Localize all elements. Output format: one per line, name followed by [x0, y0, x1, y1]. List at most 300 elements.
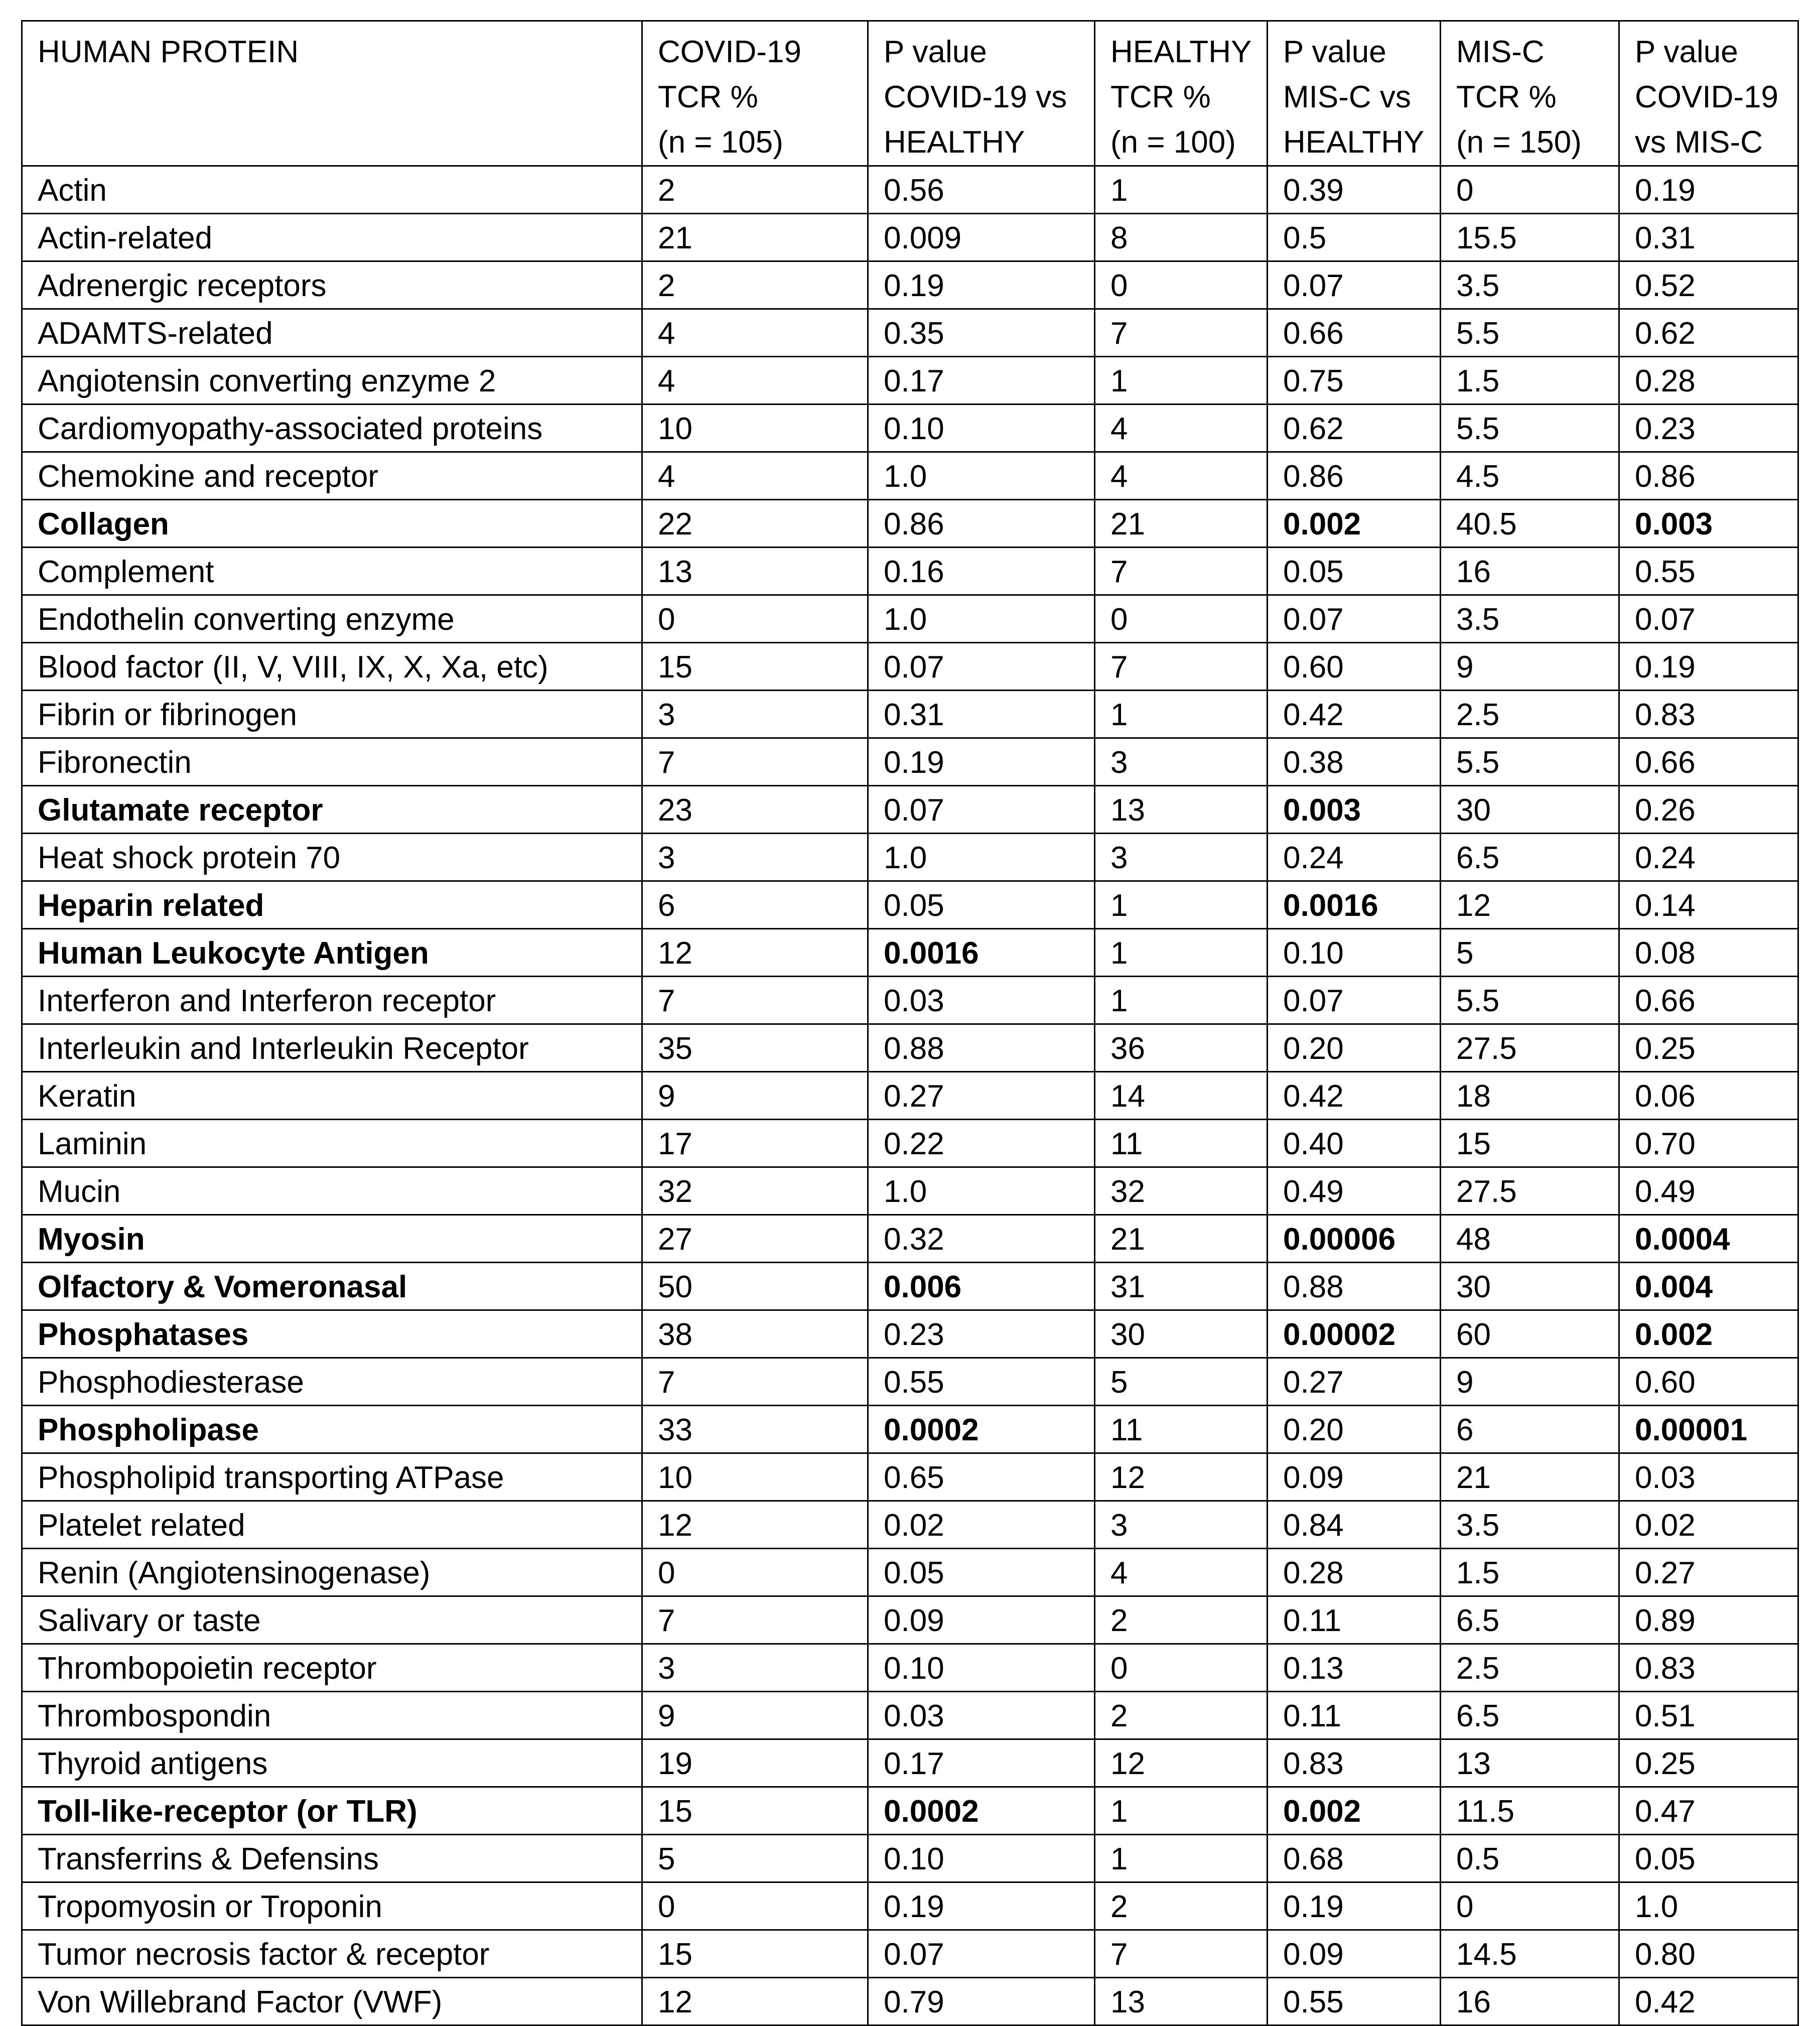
- protein-cell: Heat shock protein 70: [22, 834, 642, 881]
- header-p-misc-vs-healthy: [1268, 21, 1441, 166]
- misc-tcr-cell: 5.5: [1441, 738, 1619, 786]
- healthy-tcr-cell: 30: [1095, 1310, 1268, 1358]
- p-covid-vs-healthy-cell: 0.17: [868, 1739, 1095, 1787]
- protein-cell: Myosin: [22, 1215, 642, 1263]
- table-row: [22, 1453, 1798, 1501]
- p-covid-vs-misc-cell: 0.66: [1619, 738, 1798, 786]
- covid-tcr-cell: 50: [642, 1263, 868, 1310]
- p-misc-vs-healthy-cell: 0.38: [1268, 738, 1441, 786]
- misc-tcr-cell: 3.5: [1441, 261, 1619, 309]
- table-row: [22, 1501, 1798, 1549]
- p-covid-vs-healthy-cell: 0.009: [868, 214, 1095, 261]
- p-covid-vs-misc-cell: 0.08: [1619, 929, 1798, 977]
- covid-tcr-cell: 4: [642, 452, 868, 500]
- p-covid-vs-healthy-cell: 0.10: [868, 1835, 1095, 1882]
- p-misc-vs-healthy-cell: 0.07: [1268, 977, 1441, 1024]
- misc-tcr-cell: 2.5: [1441, 691, 1619, 738]
- covid-tcr-cell: 12: [642, 929, 868, 977]
- header-line: COVID-19 vs: [884, 80, 1067, 114]
- p-covid-vs-healthy-cell: 0.19: [868, 261, 1095, 309]
- protein-cell: Phospholipid transporting ATPase: [22, 1453, 642, 1501]
- header-line: P value: [1635, 35, 1738, 69]
- protein-cell: Olfactory & Vomeronasal: [22, 1263, 642, 1310]
- protein-cell: Cardiomyopathy-associated proteins: [22, 404, 642, 452]
- table-row: [22, 1406, 1798, 1453]
- table-row: [22, 1120, 1798, 1167]
- covid-tcr-cell: 5: [642, 1835, 868, 1882]
- p-misc-vs-healthy-cell: 0.003: [1268, 786, 1441, 834]
- misc-tcr-cell: 27.5: [1441, 1024, 1619, 1072]
- table-row: [22, 166, 1798, 214]
- misc-tcr-cell: 27.5: [1441, 1167, 1619, 1215]
- covid-tcr-cell: 23: [642, 786, 868, 834]
- protein-cell: Human Leukocyte Antigen: [22, 929, 642, 977]
- p-misc-vs-healthy-cell: 0.49: [1268, 1167, 1441, 1215]
- covid-tcr-cell: 7: [642, 977, 868, 1024]
- protein-cell: ADAMTS-related: [22, 309, 642, 357]
- p-covid-vs-healthy-cell: 0.19: [868, 738, 1095, 786]
- p-covid-vs-healthy-cell: 0.31: [868, 691, 1095, 738]
- misc-tcr-cell: 3.5: [1441, 595, 1619, 643]
- table-row: [22, 1882, 1798, 1930]
- p-covid-vs-misc-cell: 0.0004: [1619, 1215, 1798, 1263]
- p-covid-vs-misc-cell: 0.06: [1619, 1072, 1798, 1120]
- p-covid-vs-misc-cell: 0.00001: [1619, 1406, 1798, 1453]
- misc-tcr-cell: 13: [1441, 1739, 1619, 1787]
- table-row: [22, 1167, 1798, 1215]
- table-row: [22, 1692, 1798, 1739]
- table-row: [22, 786, 1798, 834]
- healthy-tcr-cell: 7: [1095, 1930, 1268, 1978]
- p-misc-vs-healthy-cell: 0.20: [1268, 1406, 1441, 1453]
- protein-cell: Renin (Angiotensinogenase): [22, 1549, 642, 1596]
- p-covid-vs-misc-cell: 0.23: [1619, 404, 1798, 452]
- p-covid-vs-misc-cell: 0.83: [1619, 1644, 1798, 1692]
- misc-tcr-cell: 6: [1441, 1406, 1619, 1453]
- p-misc-vs-healthy-cell: 0.09: [1268, 1930, 1441, 1978]
- protein-cell: Collagen: [22, 500, 642, 548]
- header-misc-tcr: [1441, 21, 1619, 166]
- p-misc-vs-healthy-cell: 0.84: [1268, 1501, 1441, 1549]
- p-misc-vs-healthy-cell: 0.42: [1268, 691, 1441, 738]
- header-line: vs MIS-C: [1635, 125, 1763, 160]
- protein-cell: Actin: [22, 166, 642, 214]
- table-row: [22, 214, 1798, 261]
- misc-tcr-cell: 11.5: [1441, 1787, 1619, 1835]
- healthy-tcr-cell: 4: [1095, 404, 1268, 452]
- p-misc-vs-healthy-cell: 0.88: [1268, 1263, 1441, 1310]
- p-misc-vs-healthy-cell: 0.0016: [1268, 881, 1441, 929]
- p-misc-vs-healthy-cell: 0.75: [1268, 357, 1441, 404]
- covid-tcr-cell: 0: [642, 595, 868, 643]
- misc-tcr-cell: 6.5: [1441, 1596, 1619, 1644]
- header-covid-tcr: [642, 21, 868, 166]
- covid-tcr-cell: 15: [642, 643, 868, 691]
- protein-cell: Chemokine and receptor: [22, 452, 642, 500]
- p-covid-vs-misc-cell: 0.89: [1619, 1596, 1798, 1644]
- covid-tcr-cell: 15: [642, 1787, 868, 1835]
- p-misc-vs-healthy-cell: 0.13: [1268, 1644, 1441, 1692]
- covid-tcr-cell: 3: [642, 1644, 868, 1692]
- healthy-tcr-cell: 7: [1095, 643, 1268, 691]
- header-row: [22, 21, 1798, 166]
- misc-tcr-cell: 12: [1441, 881, 1619, 929]
- misc-tcr-cell: 1.5: [1441, 1549, 1619, 1596]
- header-line: HEALTHY: [1283, 125, 1425, 160]
- misc-tcr-cell: 15: [1441, 1120, 1619, 1167]
- table-row: [22, 1835, 1798, 1882]
- p-covid-vs-healthy-cell: 0.55: [868, 1358, 1095, 1406]
- p-covid-vs-healthy-cell: 0.19: [868, 1882, 1095, 1930]
- table-body: [22, 166, 1798, 2025]
- header-line: COVID-19: [658, 35, 801, 69]
- healthy-tcr-cell: 11: [1095, 1406, 1268, 1453]
- p-misc-vs-healthy-cell: 0.42: [1268, 1072, 1441, 1120]
- protein-cell: Fibrin or fibrinogen: [22, 691, 642, 738]
- healthy-tcr-cell: 3: [1095, 1501, 1268, 1549]
- p-misc-vs-healthy-cell: 0.07: [1268, 261, 1441, 309]
- healthy-tcr-cell: 11: [1095, 1120, 1268, 1167]
- table-row: [22, 738, 1798, 786]
- healthy-tcr-cell: 21: [1095, 500, 1268, 548]
- p-covid-vs-misc-cell: 0.24: [1619, 834, 1798, 881]
- p-covid-vs-misc-cell: 0.49: [1619, 1167, 1798, 1215]
- p-covid-vs-healthy-cell: 0.0002: [868, 1787, 1095, 1835]
- p-misc-vs-healthy-cell: 0.11: [1268, 1692, 1441, 1739]
- table-row: [22, 1978, 1798, 2025]
- covid-tcr-cell: 3: [642, 834, 868, 881]
- protein-cell: Salivary or taste: [22, 1596, 642, 1644]
- p-covid-vs-healthy-cell: 1.0: [868, 1167, 1095, 1215]
- p-covid-vs-misc-cell: 0.28: [1619, 357, 1798, 404]
- covid-tcr-cell: 32: [642, 1167, 868, 1215]
- misc-tcr-cell: 18: [1441, 1072, 1619, 1120]
- table-row: [22, 1263, 1798, 1310]
- p-misc-vs-healthy-cell: 0.002: [1268, 1787, 1441, 1835]
- healthy-tcr-cell: 32: [1095, 1167, 1268, 1215]
- header-line: TCR %: [1456, 80, 1557, 114]
- header-line: TCR %: [658, 80, 758, 114]
- table-row: [22, 309, 1798, 357]
- covid-tcr-cell: 27: [642, 1215, 868, 1263]
- misc-tcr-cell: 0: [1441, 166, 1619, 214]
- p-covid-vs-misc-cell: 0.31: [1619, 214, 1798, 261]
- healthy-tcr-cell: 3: [1095, 834, 1268, 881]
- healthy-tcr-cell: 1: [1095, 1787, 1268, 1835]
- table-row: [22, 452, 1798, 500]
- covid-tcr-cell: 22: [642, 500, 868, 548]
- protein-cell: Thrombopoietin receptor: [22, 1644, 642, 1692]
- misc-tcr-cell: 16: [1441, 1978, 1619, 2025]
- p-covid-vs-healthy-cell: 0.07: [868, 1930, 1095, 1978]
- header-line: (n = 100): [1110, 125, 1236, 160]
- header-line: TCR %: [1110, 80, 1211, 114]
- p-covid-vs-healthy-cell: 0.10: [868, 1644, 1095, 1692]
- p-misc-vs-healthy-cell: 0.09: [1268, 1453, 1441, 1501]
- p-covid-vs-healthy-cell: 1.0: [868, 452, 1095, 500]
- p-covid-vs-healthy-cell: 0.86: [868, 500, 1095, 548]
- misc-tcr-cell: 9: [1441, 1358, 1619, 1406]
- p-misc-vs-healthy-cell: 0.00002: [1268, 1310, 1441, 1358]
- covid-tcr-cell: 9: [642, 1692, 868, 1739]
- misc-tcr-cell: 48: [1441, 1215, 1619, 1263]
- p-covid-vs-misc-cell: 0.62: [1619, 309, 1798, 357]
- healthy-tcr-cell: 3: [1095, 738, 1268, 786]
- p-covid-vs-healthy-cell: 0.65: [868, 1453, 1095, 1501]
- table-row: [22, 404, 1798, 452]
- p-misc-vs-healthy-cell: 0.60: [1268, 643, 1441, 691]
- p-covid-vs-misc-cell: 0.80: [1619, 1930, 1798, 1978]
- p-misc-vs-healthy-cell: 0.28: [1268, 1549, 1441, 1596]
- covid-tcr-cell: 12: [642, 1501, 868, 1549]
- protein-cell: Mucin: [22, 1167, 642, 1215]
- covid-tcr-cell: 6: [642, 881, 868, 929]
- p-misc-vs-healthy-cell: 0.00006: [1268, 1215, 1441, 1263]
- misc-tcr-cell: 0.5: [1441, 1835, 1619, 1882]
- p-covid-vs-healthy-cell: 0.23: [868, 1310, 1095, 1358]
- protein-cell: Toll-like-receptor (or TLR): [22, 1787, 642, 1835]
- covid-tcr-cell: 12: [642, 1978, 868, 2025]
- header-healthy-tcr: [1095, 21, 1268, 166]
- p-covid-vs-misc-cell: 0.42: [1619, 1978, 1798, 2025]
- misc-tcr-cell: 60: [1441, 1310, 1619, 1358]
- table-row: [22, 1787, 1798, 1835]
- covid-tcr-cell: 7: [642, 1596, 868, 1644]
- misc-tcr-cell: 6.5: [1441, 1692, 1619, 1739]
- misc-tcr-cell: 30: [1441, 1263, 1619, 1310]
- covid-tcr-cell: 7: [642, 738, 868, 786]
- healthy-tcr-cell: 0: [1095, 595, 1268, 643]
- healthy-tcr-cell: 12: [1095, 1739, 1268, 1787]
- healthy-tcr-cell: 1: [1095, 881, 1268, 929]
- table-row: [22, 500, 1798, 548]
- p-covid-vs-healthy-cell: 0.88: [868, 1024, 1095, 1072]
- healthy-tcr-cell: 13: [1095, 786, 1268, 834]
- p-covid-vs-misc-cell: 0.86: [1619, 452, 1798, 500]
- table-row: [22, 357, 1798, 404]
- p-covid-vs-healthy-cell: 0.03: [868, 1692, 1095, 1739]
- covid-tcr-cell: 19: [642, 1739, 868, 1787]
- covid-tcr-cell: 0: [642, 1549, 868, 1596]
- covid-tcr-cell: 35: [642, 1024, 868, 1072]
- misc-tcr-cell: 40.5: [1441, 500, 1619, 548]
- covid-tcr-cell: 13: [642, 548, 868, 595]
- covid-tcr-cell: 0: [642, 1882, 868, 1930]
- p-covid-vs-misc-cell: 0.004: [1619, 1263, 1798, 1310]
- p-covid-vs-misc-cell: 0.03: [1619, 1453, 1798, 1501]
- protein-cell: Heparin related: [22, 881, 642, 929]
- covid-tcr-cell: 10: [642, 404, 868, 452]
- covid-tcr-cell: 2: [642, 166, 868, 214]
- p-covid-vs-healthy-cell: 0.22: [868, 1120, 1095, 1167]
- misc-tcr-cell: 15.5: [1441, 214, 1619, 261]
- protein-cell: Fibronectin: [22, 738, 642, 786]
- p-covid-vs-misc-cell: 0.55: [1619, 548, 1798, 595]
- healthy-tcr-cell: 14: [1095, 1072, 1268, 1120]
- covid-tcr-cell: 9: [642, 1072, 868, 1120]
- header-line: HUMAN PROTEIN: [38, 35, 299, 69]
- misc-tcr-cell: 3.5: [1441, 1501, 1619, 1549]
- misc-tcr-cell: 4.5: [1441, 452, 1619, 500]
- misc-tcr-cell: 2.5: [1441, 1644, 1619, 1692]
- header-line: P value: [884, 35, 987, 69]
- protein-cell: Actin-related: [22, 214, 642, 261]
- table-row: [22, 1549, 1798, 1596]
- covid-tcr-cell: 17: [642, 1120, 868, 1167]
- header-line: (n = 150): [1456, 125, 1582, 160]
- table-row: [22, 929, 1798, 977]
- header-line: MIS-C vs: [1283, 80, 1411, 114]
- protein-cell: Adrenergic receptors: [22, 261, 642, 309]
- misc-tcr-cell: 5: [1441, 929, 1619, 977]
- table-row: [22, 643, 1798, 691]
- p-covid-vs-healthy-cell: 0.27: [868, 1072, 1095, 1120]
- p-covid-vs-healthy-cell: 1.0: [868, 595, 1095, 643]
- p-covid-vs-healthy-cell: 0.56: [868, 166, 1095, 214]
- healthy-tcr-cell: 1: [1095, 1835, 1268, 1882]
- p-misc-vs-healthy-cell: 0.05: [1268, 548, 1441, 595]
- misc-tcr-cell: 6.5: [1441, 834, 1619, 881]
- table-row: [22, 1930, 1798, 1978]
- p-covid-vs-misc-cell: 0.27: [1619, 1549, 1798, 1596]
- header-line: HEALTHY: [1110, 35, 1252, 69]
- p-covid-vs-misc-cell: 0.19: [1619, 166, 1798, 214]
- misc-tcr-cell: 21: [1441, 1453, 1619, 1501]
- protein-cell: Interleukin and Interleukin Receptor: [22, 1024, 642, 1072]
- healthy-tcr-cell: 4: [1095, 452, 1268, 500]
- misc-tcr-cell: 0: [1441, 1882, 1619, 1930]
- table-row: [22, 691, 1798, 738]
- table-row: [22, 834, 1798, 881]
- p-misc-vs-healthy-cell: 0.62: [1268, 404, 1441, 452]
- protein-cell: Interferon and Interferon receptor: [22, 977, 642, 1024]
- header-line: COVID-19: [1635, 80, 1778, 114]
- p-covid-vs-healthy-cell: 0.79: [868, 1978, 1095, 2025]
- healthy-tcr-cell: 4: [1095, 1549, 1268, 1596]
- table-row: [22, 548, 1798, 595]
- table-row: [22, 261, 1798, 309]
- table-row: [22, 1739, 1798, 1787]
- p-misc-vs-healthy-cell: 0.5: [1268, 214, 1441, 261]
- healthy-tcr-cell: 7: [1095, 309, 1268, 357]
- header-line: MIS-C: [1456, 35, 1545, 69]
- p-covid-vs-healthy-cell: 0.16: [868, 548, 1095, 595]
- p-misc-vs-healthy-cell: 0.83: [1268, 1739, 1441, 1787]
- healthy-tcr-cell: 21: [1095, 1215, 1268, 1263]
- header-human-protein: [22, 21, 642, 166]
- protein-cell: Phosphodiesterase: [22, 1358, 642, 1406]
- p-covid-vs-misc-cell: 0.14: [1619, 881, 1798, 929]
- healthy-tcr-cell: 1: [1095, 977, 1268, 1024]
- p-covid-vs-healthy-cell: 0.32: [868, 1215, 1095, 1263]
- p-misc-vs-healthy-cell: 0.002: [1268, 500, 1441, 548]
- p-covid-vs-misc-cell: 0.19: [1619, 643, 1798, 691]
- p-misc-vs-healthy-cell: 0.68: [1268, 1835, 1441, 1882]
- p-misc-vs-healthy-cell: 0.24: [1268, 834, 1441, 881]
- header-p-covid-vs-healthy: [868, 21, 1095, 166]
- header-line: (n = 105): [658, 125, 783, 160]
- misc-tcr-cell: 5.5: [1441, 309, 1619, 357]
- protein-cell: Laminin: [22, 1120, 642, 1167]
- p-covid-vs-misc-cell: 0.83: [1619, 691, 1798, 738]
- covid-tcr-cell: 33: [642, 1406, 868, 1453]
- misc-tcr-cell: 30: [1441, 786, 1619, 834]
- p-covid-vs-misc-cell: 0.07: [1619, 595, 1798, 643]
- p-covid-vs-healthy-cell: 1.0: [868, 834, 1095, 881]
- p-covid-vs-misc-cell: 0.002: [1619, 1310, 1798, 1358]
- header-line: P value: [1283, 35, 1386, 69]
- healthy-tcr-cell: 8: [1095, 214, 1268, 261]
- protein-cell: Von Willebrand Factor (VWF): [22, 1978, 642, 2025]
- healthy-tcr-cell: 2: [1095, 1882, 1268, 1930]
- healthy-tcr-cell: 2: [1095, 1692, 1268, 1739]
- covid-tcr-cell: 2: [642, 261, 868, 309]
- covid-tcr-cell: 38: [642, 1310, 868, 1358]
- header-line: HEALTHY: [884, 125, 1025, 160]
- p-covid-vs-healthy-cell: 0.09: [868, 1596, 1095, 1644]
- p-covid-vs-healthy-cell: 0.0016: [868, 929, 1095, 977]
- misc-tcr-cell: 5.5: [1441, 977, 1619, 1024]
- p-covid-vs-misc-cell: 0.26: [1619, 786, 1798, 834]
- p-covid-vs-misc-cell: 0.02: [1619, 1501, 1798, 1549]
- p-misc-vs-healthy-cell: 0.55: [1268, 1978, 1441, 2025]
- p-misc-vs-healthy-cell: 0.39: [1268, 166, 1441, 214]
- healthy-tcr-cell: 13: [1095, 1978, 1268, 2025]
- misc-tcr-cell: 5.5: [1441, 404, 1619, 452]
- p-misc-vs-healthy-cell: 0.20: [1268, 1024, 1441, 1072]
- p-covid-vs-healthy-cell: 0.07: [868, 786, 1095, 834]
- covid-tcr-cell: 21: [642, 214, 868, 261]
- covid-tcr-cell: 15: [642, 1930, 868, 1978]
- covid-tcr-cell: 7: [642, 1358, 868, 1406]
- p-covid-vs-healthy-cell: 0.07: [868, 643, 1095, 691]
- misc-tcr-cell: 14.5: [1441, 1930, 1619, 1978]
- healthy-tcr-cell: 1: [1095, 691, 1268, 738]
- covid-tcr-cell: 10: [642, 1453, 868, 1501]
- misc-tcr-cell: 9: [1441, 643, 1619, 691]
- p-misc-vs-healthy-cell: 0.11: [1268, 1596, 1441, 1644]
- p-covid-vs-healthy-cell: 0.0002: [868, 1406, 1095, 1453]
- protein-cell: Thyroid antigens: [22, 1739, 642, 1787]
- p-covid-vs-misc-cell: 1.0: [1619, 1882, 1798, 1930]
- table-row: [22, 1024, 1798, 1072]
- p-covid-vs-healthy-cell: 0.03: [868, 977, 1095, 1024]
- covid-tcr-cell: 4: [642, 309, 868, 357]
- misc-tcr-cell: 16: [1441, 548, 1619, 595]
- protein-cell: Tumor necrosis factor & receptor: [22, 1930, 642, 1978]
- p-covid-vs-misc-cell: 0.25: [1619, 1739, 1798, 1787]
- healthy-tcr-cell: 31: [1095, 1263, 1268, 1310]
- table-row: [22, 1310, 1798, 1358]
- p-covid-vs-misc-cell: 0.60: [1619, 1358, 1798, 1406]
- p-misc-vs-healthy-cell: 0.40: [1268, 1120, 1441, 1167]
- p-misc-vs-healthy-cell: 0.19: [1268, 1882, 1441, 1930]
- protein-cell: Endothelin converting enzyme: [22, 595, 642, 643]
- protein-tcr-table: [21, 20, 1799, 2026]
- p-covid-vs-healthy-cell: 0.006: [868, 1263, 1095, 1310]
- p-covid-vs-misc-cell: 0.05: [1619, 1835, 1798, 1882]
- protein-cell: Tropomyosin or Troponin: [22, 1882, 642, 1930]
- p-covid-vs-healthy-cell: 0.05: [868, 881, 1095, 929]
- protein-cell: Phosphatases: [22, 1310, 642, 1358]
- table-row: [22, 881, 1798, 929]
- protein-cell: Complement: [22, 548, 642, 595]
- healthy-tcr-cell: 5: [1095, 1358, 1268, 1406]
- table-row: [22, 1215, 1798, 1263]
- healthy-tcr-cell: 2: [1095, 1596, 1268, 1644]
- protein-cell: Blood factor (II, V, VIII, IX, X, Xa, etc): [22, 643, 642, 691]
- p-covid-vs-misc-cell: 0.25: [1619, 1024, 1798, 1072]
